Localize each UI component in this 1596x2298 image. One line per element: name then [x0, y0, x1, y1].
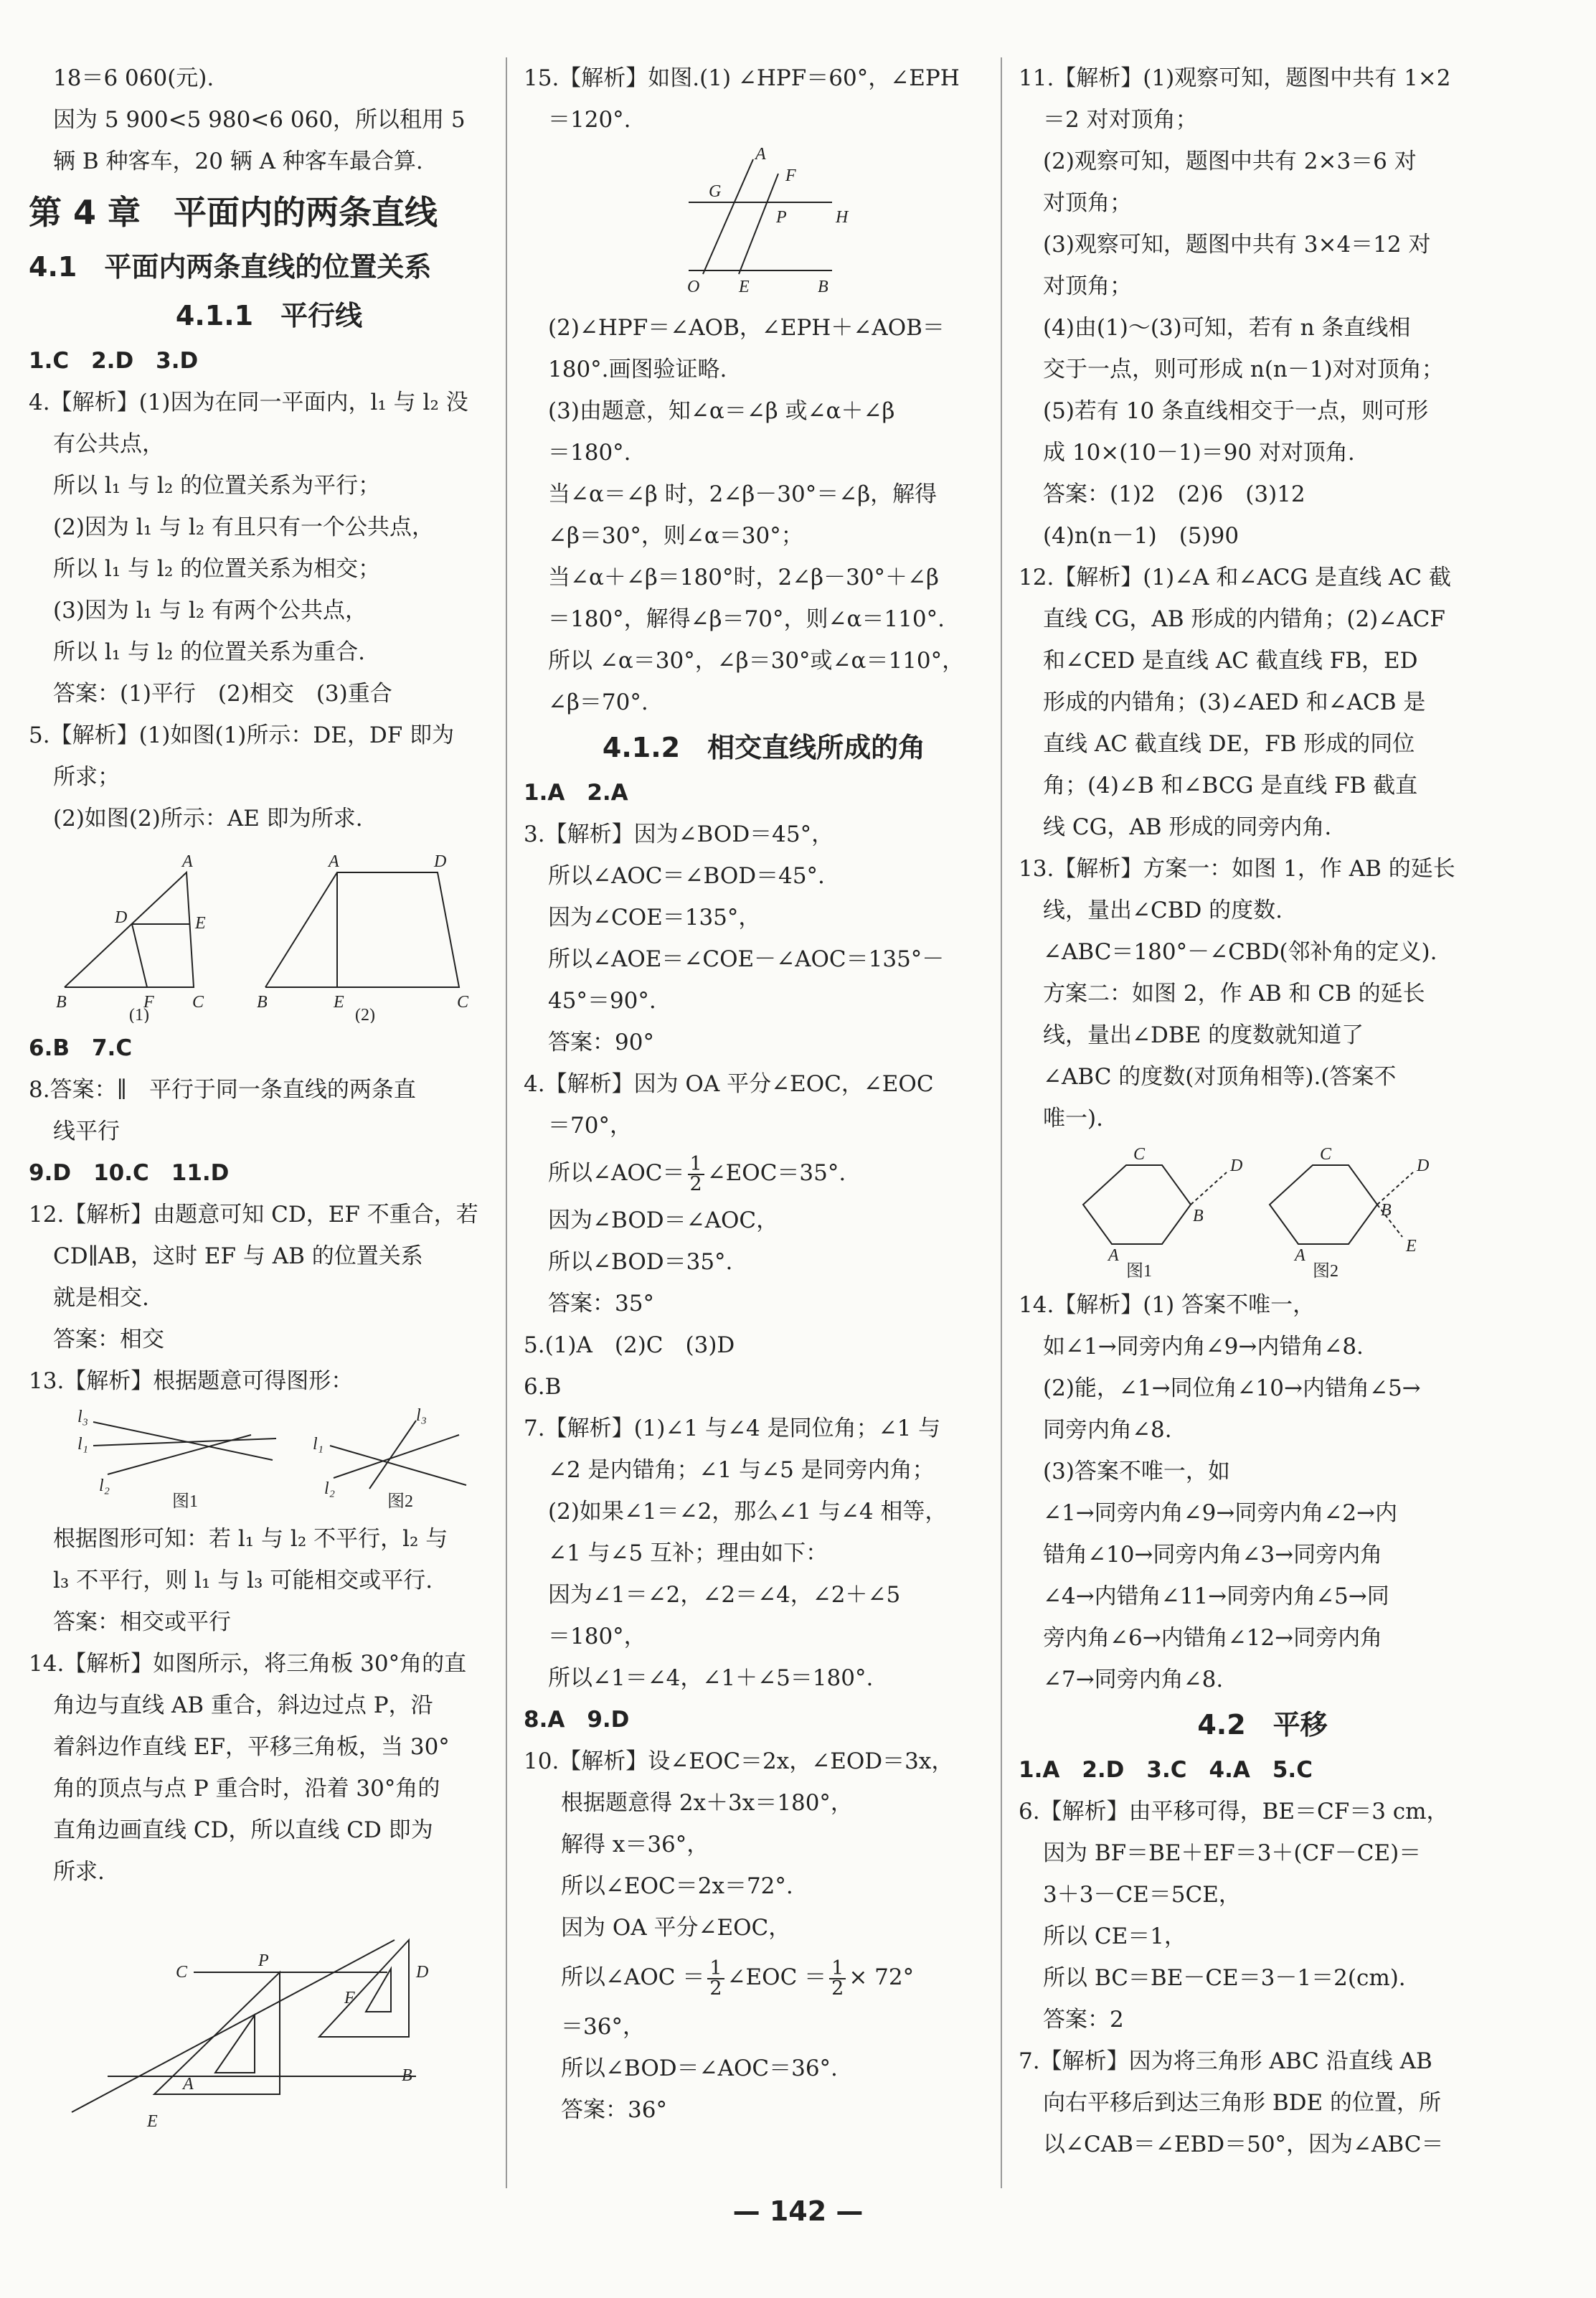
text-line: 因为∠1＝∠2，∠2＝∠4，∠2＋∠5	[548, 1582, 901, 1608]
text-line: 辆 B 种客车，20 辆 A 种客车最合算.	[53, 149, 423, 174]
text-line: 因为 OA 平分∠EOC，	[561, 1915, 791, 1941]
lines-figure-2	[330, 1421, 466, 1489]
question-4: 4.【解析】因为 OA 平分∠EOC，∠EOC	[524, 1071, 934, 1097]
text-line: 和∠CED 是直线 AC 截直线 FB，ED	[1043, 648, 1418, 674]
text-line: (2)如图(2)所示：AE 即为所求.	[53, 806, 363, 832]
hexagon-figure-1	[1083, 1165, 1227, 1244]
q14-figure	[29, 1897, 488, 2134]
text-line: 当∠α＝∠β 时，2∠β－30°＝∠β，解得	[548, 481, 938, 507]
formula-line	[524, 1146, 1004, 1200]
column-3	[1019, 57, 1506, 2165]
question-6: 6.B	[524, 1374, 562, 1400]
label-C: C	[192, 993, 204, 1012]
text-line: 错角∠10→同旁内角∠3→同旁内角	[1043, 1542, 1383, 1568]
label-D: D	[416, 1963, 429, 1982]
question-5: 5.【解析】(1)如图(1)所示：DE，DF 即为	[29, 722, 455, 748]
answer-text: 答案：90°	[548, 1030, 654, 1055]
caption-fig2: 图2	[387, 1492, 413, 1511]
text-line: (2)观察可知，题图中共有 2×3＝6 对	[1043, 149, 1417, 174]
text-line: (5)若有 10 条直线相交于一点，则可形	[1043, 398, 1429, 424]
caption-fig1: 图1	[172, 1492, 198, 1511]
text-line: ∠2 是内错角；∠1 与∠5 是同旁内角；	[548, 1457, 935, 1483]
text-line: 角；(4)∠B 和∠BCG 是直线 FB 截直	[1043, 773, 1418, 799]
label-E: E	[334, 993, 344, 1012]
question-14: 14.【解析】如图所示，将三角板 30°角的直	[29, 1651, 467, 1677]
label-D: D	[1230, 1157, 1243, 1175]
text-line: 形成的内错角；(3)∠AED 和∠ACB 是	[1043, 689, 1426, 715]
fraction-numerator: 1	[707, 1959, 724, 1979]
text-line: 因为 5 900<5 980<6 060，所以租用 5	[53, 107, 466, 133]
fraction-denominator: 2	[689, 1172, 702, 1195]
label-B: B	[56, 993, 67, 1012]
column-2	[524, 57, 1004, 2131]
text-segment: ∠EOC ＝	[727, 1964, 827, 1990]
text-line: 因为∠BOD＝∠AOC，	[548, 1207, 779, 1233]
text-line: ＝180°，	[548, 1624, 646, 1649]
label-A: A	[182, 852, 193, 871]
question-7: 7.【解析】因为将三角形 ABC 沿直线 AB	[1019, 2048, 1432, 2074]
label-B: B	[818, 278, 828, 296]
text-line: (2)如果∠1＝∠2，那么∠1 与∠4 相等，	[548, 1499, 948, 1525]
label-F: F	[143, 993, 154, 1012]
label-A: A	[183, 2075, 194, 2094]
text-line: (3)观察可知，题图中共有 3×4＝12 对	[1043, 232, 1431, 258]
text-line: 18＝6 060(元).	[53, 65, 214, 91]
answer-text: 答案：(1)2 (2)6 (3)12	[1043, 481, 1305, 507]
q5-figure	[29, 844, 488, 1023]
text-line: 所求；	[53, 764, 120, 790]
answer-text: 答案：35°	[548, 1291, 654, 1317]
text-line: 对顶角；	[1043, 190, 1132, 216]
triangle-rulers	[72, 1940, 416, 2112]
text-line: ＝180°.	[548, 440, 631, 466]
answer-text: 答案：36°	[561, 2097, 667, 2123]
label-A: A	[329, 852, 339, 871]
answer-line: 9.D 10.C 11.D	[29, 1160, 230, 1186]
answer-text: 答案：2	[1043, 2007, 1124, 2033]
text-line: (2)∠HPF＝∠AOB，∠EPH＋∠AOB＝	[548, 315, 945, 341]
label-C: C	[1133, 1145, 1146, 1164]
text-line: 有公共点，	[53, 431, 164, 457]
question-15: 15.【解析】如图.(1) ∠HPF＝60°，∠EPH	[524, 65, 960, 91]
q15-figure	[524, 145, 983, 303]
label-B: B	[402, 2066, 412, 2085]
text-line: 3＋3－CE＝5CE，	[1043, 1882, 1241, 1908]
text-line: CD∥AB，这时 EF 与 AB 的位置关系	[53, 1243, 423, 1269]
label-E: E	[147, 2112, 158, 2131]
question-12: 12.【解析】(1)∠A 和∠ACG 是直线 AC 截	[1019, 565, 1451, 590]
fraction	[829, 1956, 846, 2000]
text-line: 直线 AC 截直线 DE，FB 形成的同位	[1043, 731, 1415, 757]
label-B: B	[1381, 1201, 1392, 1220]
label-E: E	[1406, 1237, 1417, 1256]
text-line: 根据图形可知：若 l₁ 与 l₂ 不平行，l₂ 与	[53, 1526, 448, 1552]
text-line: 交于一点，则可形成 n(n－1)对对顶角；	[1043, 357, 1444, 382]
fraction	[707, 1956, 724, 2000]
text-line: ∠ABC 的度数(对顶角相等).(答案不	[1043, 1064, 1397, 1090]
label-P: P	[776, 208, 787, 227]
text-line: ∠β＝30°，则∠α＝30°；	[548, 523, 803, 549]
column-1	[29, 57, 509, 2138]
label-A: A	[755, 145, 766, 164]
label-D: D	[115, 908, 128, 927]
text-line: 唯一).	[1043, 1106, 1103, 1131]
text-line: 线 CG，AB 形成的同旁内角.	[1043, 814, 1332, 840]
label-A: A	[1108, 1246, 1119, 1265]
text-line: 如∠1→同旁内角∠9→内错角∠8.	[1043, 1334, 1364, 1360]
label-E: E	[739, 278, 750, 296]
label-C: C	[176, 1963, 188, 1982]
text-line: 当∠α＋∠β＝180°时，2∠β－30°＋∠β	[548, 565, 939, 590]
answer-line: 1.A 2.A	[524, 780, 628, 806]
text-line: 解得 x＝36°，	[561, 1832, 709, 1857]
fraction	[688, 1152, 704, 1195]
text-line: 线，量出∠CBD 的度数.	[1043, 898, 1283, 923]
text-line: 方案二：如图 2，作 AB 和 CB 的延长	[1043, 981, 1425, 1007]
text-line: 角边与直线 AB 重合，斜边过点 P，沿	[53, 1692, 433, 1718]
question-8: 8.答案：∥ 平行于同一条直线的两条直	[29, 1077, 416, 1103]
text-line: (3)答案不唯一，如	[1043, 1459, 1230, 1484]
text-line: ＝2 对对顶角；	[1043, 107, 1198, 133]
text-line: (3)由题意，知∠α＝∠β 或∠α＋∠β	[548, 398, 895, 424]
question-11: 11.【解析】(1)观察可知，题图中共有 1×2	[1019, 65, 1451, 91]
answer-line: 8.A 9.D	[524, 1707, 630, 1733]
label-C: C	[1320, 1145, 1332, 1164]
text-line: ∠4→内错角∠11→同旁内角∠5→同	[1043, 1583, 1389, 1609]
label-l1: l₁	[313, 1435, 324, 1454]
question-13: 13.【解析】根据题意可得图形：	[29, 1368, 354, 1394]
label-A: A	[1295, 1246, 1305, 1265]
label-l2: l₂	[99, 1477, 110, 1495]
text-line: 所求.	[53, 1859, 105, 1885]
text-segment: 所以∠AOC＝	[548, 1160, 685, 1186]
text-line: 对顶角；	[1043, 273, 1132, 299]
caption-fig1: 图1	[1126, 1262, 1152, 1280]
label-F: F	[344, 1989, 355, 2007]
question-7: 7.【解析】(1)∠1 与∠4 是同位角；∠1 与	[524, 1416, 941, 1441]
lines-figure-1	[93, 1422, 276, 1474]
text-line: 所以 l₁ 与 l₂ 的位置关系为重合.	[53, 639, 365, 665]
text-line: 所以∠EOC＝2x＝72°.	[561, 1873, 793, 1899]
text-line: (2)能，∠1→同位角∠10→内错角∠5→	[1043, 1375, 1421, 1401]
label-l2: l₂	[324, 1479, 336, 1498]
answer-text: 答案：(1)平行 (2)相交 (3)重合	[53, 681, 392, 707]
label-B: B	[257, 993, 268, 1012]
q13-figure	[29, 1406, 488, 1514]
fraction-numerator: 1	[688, 1155, 704, 1175]
text-line: ∠ABC＝180°－∠CBD(邻补角的定义).	[1043, 939, 1437, 965]
page-number: — 142 —	[732, 2195, 864, 2227]
question-5: 5.(1)A (2)C (3)D	[524, 1332, 735, 1358]
label-O: O	[687, 278, 700, 296]
text-line: 根据题意得 2x＋3x＝180°，	[561, 1790, 853, 1816]
text-line: 所以 l₁ 与 l₂ 的位置关系为平行；	[53, 473, 381, 499]
question-14: 14.【解析】(1) 答案不唯一，	[1019, 1292, 1316, 1318]
text-line: l₃ 不平行，则 l₁ 与 l₃ 可能相交或平行.	[53, 1568, 433, 1593]
formula-line	[524, 1949, 1004, 2006]
label-l3: l₃	[416, 1406, 428, 1425]
label-D: D	[1417, 1157, 1430, 1175]
text-line: 向右平移后到达三角形 BDE 的位置，所	[1043, 2090, 1441, 2116]
text-line: 所以 ∠α＝30°，∠β＝30°或∠α＝110°，	[548, 648, 965, 674]
label-G: G	[709, 182, 722, 201]
text-line: 所以 BC＝BE－CE＝3－1＝2(cm).	[1043, 1965, 1406, 1991]
text-segment: ∠EOC＝35°.	[707, 1160, 846, 1186]
caption-1: (1)	[129, 1006, 149, 1023]
text-line: 所以∠AOE＝∠COE－∠AOC＝135°－	[548, 946, 945, 972]
subsection-title: 4.1.2 相交直线所成的角	[602, 732, 926, 763]
text-line: 同旁内角∠8.	[1043, 1417, 1172, 1443]
text-line: ∠7→同旁内角∠8.	[1043, 1667, 1224, 1692]
question-13: 13.【解析】方案一：如图 1，作 AB 的延长	[1019, 856, 1455, 882]
triangle-figure-1	[65, 872, 194, 987]
caption-2: (2)	[355, 1006, 375, 1023]
hexagon-figure-2	[1270, 1165, 1413, 1244]
text-line: 成 10×(10－1)＝90 对对顶角.	[1043, 440, 1355, 466]
subsection-title: 4.1.1 平行线	[175, 300, 363, 331]
label-P: P	[258, 1951, 269, 1970]
text-line: (2)因为 l₁ 与 l₂ 有且只有一个公共点，	[53, 514, 435, 540]
question-3: 3.【解析】因为∠BOD＝45°，	[524, 821, 834, 847]
label-D: D	[434, 852, 447, 871]
answer-text: 答案：相交	[53, 1327, 164, 1352]
label-l3: l₃	[77, 1408, 89, 1426]
text-line: ∠1 与∠5 互补；理由如下：	[548, 1540, 828, 1566]
text-line: 角的顶点与点 P 重合时，沿着 30°角的	[53, 1776, 440, 1802]
section-title: 4.2 平移	[1197, 1709, 1328, 1741]
fraction-denominator: 2	[709, 1977, 722, 2000]
answer-line: 6.B 7.C	[29, 1035, 133, 1061]
question-12: 12.【解析】由题意可知 CD，EF 不重合，若	[29, 1202, 478, 1228]
text-line: 所以∠BOD＝∠AOC＝36°.	[561, 2056, 838, 2081]
text-line: 所以 CE＝1，	[1043, 1923, 1186, 1949]
text-line: 180°.画图验证略.	[548, 357, 727, 382]
answer-text: 答案：相交或平行	[53, 1609, 231, 1635]
caption-fig2: 图2	[1313, 1262, 1338, 1280]
question-6: 6.【解析】由平移可得，BE＝CF＝3 cm，	[1019, 1799, 1449, 1824]
parallel-lines	[689, 159, 832, 274]
trapezoid-figure-2	[265, 872, 459, 987]
text-line: 线平行	[53, 1119, 120, 1144]
label-l1: l₁	[77, 1435, 89, 1454]
answer-line: 1.C 2.D 3.D	[29, 348, 199, 374]
text-line: 因为∠COE＝135°，	[548, 905, 761, 931]
text-line: ＝180°，解得∠β＝70°，则∠α＝110°.	[548, 606, 945, 632]
text-line: 所以∠1＝∠4，∠1＋∠5＝180°.	[548, 1665, 874, 1691]
text-segment: 所以∠AOC ＝	[561, 1964, 705, 1990]
text-line: 旁内角∠6→内错角∠12→同旁内角	[1043, 1625, 1383, 1651]
label-F: F	[785, 166, 796, 185]
text-segment: × 72°	[849, 1964, 915, 1990]
text-line: 就是相交.	[53, 1285, 149, 1311]
label-B: B	[1193, 1207, 1204, 1225]
answer-line: 1.A 2.D 3.C 4.A 5.C	[1019, 1757, 1313, 1783]
text-line: (3)因为 l₁ 与 l₂ 有两个公共点，	[53, 598, 368, 623]
text-line: 直线 CG，AB 形成的内错角；(2)∠ACF	[1043, 606, 1445, 632]
text-line: ∠1→同旁内角∠9→同旁内角∠2→内	[1043, 1500, 1398, 1526]
text-line: 着斜边作直线 EF，平移三角板，当 30°	[53, 1734, 450, 1760]
text-line: (4)由(1)～(3)可知，若有 n 条直线相	[1043, 315, 1411, 341]
label-H: H	[836, 208, 849, 227]
text-line: 线，量出∠DBE 的度数就知道了	[1043, 1022, 1364, 1048]
text-line: 因为 BF＝BE＋EF＝3＋(CF－CE)＝	[1043, 1840, 1422, 1866]
text-line: 所以 l₁ 与 l₂ 的位置关系为相交；	[53, 556, 381, 582]
text-line: 以∠CAB＝∠EBD＝50°，因为∠ABC＝	[1043, 2132, 1444, 2157]
label-C: C	[457, 993, 469, 1012]
text-line: 直角边画直线 CD，所以直线 CD 即为	[53, 1817, 433, 1843]
text-line: ＝70°，	[548, 1113, 632, 1139]
chapter-title: 第 4 章 平面内的两条直线	[29, 193, 438, 232]
text-line: 45°＝90°.	[548, 988, 656, 1014]
fraction-numerator: 1	[829, 1959, 846, 1979]
text-line: 所以∠AOC＝∠BOD＝45°.	[548, 863, 825, 889]
label-E: E	[195, 914, 206, 933]
text-line: ∠β＝70°.	[548, 689, 648, 715]
text-line: (4)n(n－1) (5)90	[1043, 523, 1240, 549]
text-line: ＝120°.	[548, 107, 631, 133]
question-10: 10.【解析】设∠EOC＝2x，∠EOD＝3x，	[524, 1748, 954, 1774]
fraction-denominator: 2	[831, 1977, 844, 2000]
text-line: ＝36°，	[561, 2014, 645, 2040]
question-4: 4.【解析】(1)因为在同一平面内，l₁ 与 l₂ 没	[29, 390, 468, 415]
text-line: 所以∠BOD＝35°.	[548, 1249, 733, 1275]
q13-figure	[1019, 1144, 1492, 1280]
section-title: 4.1 平面内两条直线的位置关系	[29, 251, 432, 283]
